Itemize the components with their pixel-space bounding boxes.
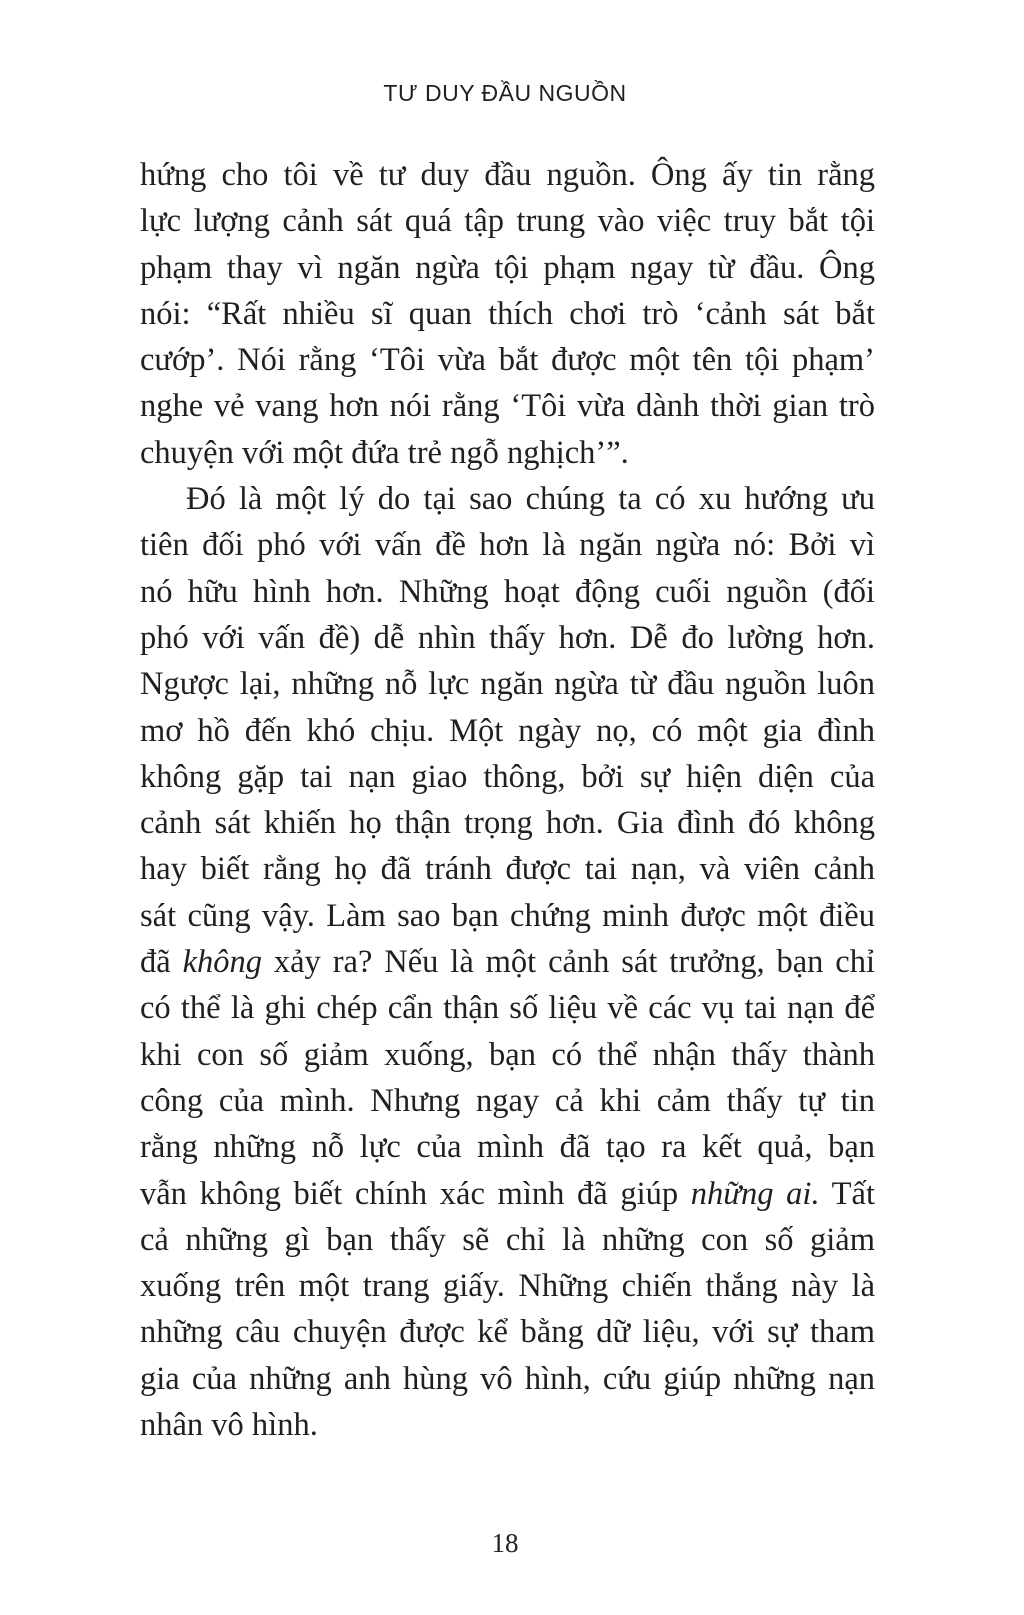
text-line (140, 1402, 875, 1448)
text-segment: vẫn không biết chính xác mình đã giúp (140, 1175, 691, 1212)
text-segment: nghe vẻ vang hơn nói rằng ‘Tôi vừa dành thời gian trò (140, 388, 875, 425)
page-number: 18 (491, 1528, 519, 1558)
text-line (140, 1356, 875, 1402)
text-segment: xuống trên một trang giấy. Những chiến thắng này là (140, 1268, 875, 1305)
text-line (140, 291, 875, 337)
text-segment: sát cũng vậy. Làm sao bạn chứng minh được một điều (140, 897, 875, 934)
text-line (140, 337, 875, 383)
text-segment: công của mình. Nhưng ngay cả khi cảm thấy tự tin (140, 1082, 875, 1119)
text-line (140, 198, 875, 244)
emphasis-text: những ai. (690, 1175, 820, 1212)
text-line (140, 846, 875, 892)
text-segment: khi con số giảm xuống, bạn có thể nhận thấy thành (140, 1036, 875, 1073)
text-line (140, 1171, 875, 1217)
running-header: TƯ DUY ĐẦU NGUỒN (383, 80, 627, 106)
text-segment: đã (140, 944, 183, 981)
text-segment: cả những gì bạn thấy sẽ chỉ là những con số giảm (140, 1221, 875, 1258)
text-segment: nói: “Rất nhiều sĩ quan thích chơi trò ‘cảnh sát bắt (140, 295, 875, 332)
text-segment: có thể là ghi chép cẩn thận số liệu về các vụ tai nạn để (140, 990, 875, 1027)
text-segment: Ngược lại, những nỗ lực ngăn ngừa từ đầu nguồn luôn (140, 666, 875, 703)
text-line (140, 1078, 875, 1124)
text-segment: hay biết rằng họ đã tránh được tai nạn, và viên cảnh (140, 851, 875, 888)
text-segment: cảnh sát khiến họ thận trọng hơn. Gia đình đó không (140, 805, 875, 842)
text-line (140, 939, 875, 985)
text-line (140, 754, 875, 800)
text-segment: phạm thay vì ngăn ngừa tội phạm ngay từ đầu. Ông (140, 249, 875, 286)
text-segment: phó với vấn đề) dễ nhìn thấy hơn. Dễ đo lường hơn. (140, 619, 875, 656)
text-line (140, 152, 875, 198)
emphasis-text: không (182, 944, 262, 981)
text-segment: mơ hồ đến khó chịu. Một ngày nọ, có một gia đình (140, 712, 875, 749)
text-segment: không gặp tai nạn giao thông, bởi sự hiện diện của (140, 758, 875, 795)
text-line (140, 661, 875, 707)
text-line (140, 569, 875, 615)
text-line (140, 1124, 875, 1170)
text-line (140, 708, 875, 754)
text-segment: nhân vô hình. (140, 1407, 318, 1444)
text-segment: rằng những nỗ lực của mình đã tạo ra kết quả, bạn (140, 1129, 875, 1166)
text-segment: Tất (819, 1175, 875, 1212)
text-line (140, 1032, 875, 1078)
text-line (140, 1263, 875, 1309)
text-segment: lực lượng cảnh sát quá tập trung vào việc truy bắt tội (140, 203, 875, 240)
text-segment: tiên đối phó với vấn đề hơn là ngăn ngừa nó: Bởi vì (140, 527, 875, 564)
text-line (140, 245, 875, 291)
text-segment: hứng cho tôi về tư duy đầu nguồn. Ông ấy tin rằng (140, 157, 875, 193)
text-line (140, 615, 875, 661)
text-segment: những câu chuyện được kể bằng dữ liệu, với sự tham (140, 1314, 875, 1351)
text-line (140, 893, 875, 939)
text-line (140, 985, 875, 1031)
text-line (140, 476, 875, 522)
text-segment: cướp’. Nói rằng ‘Tôi vừa bắt được một tên tội phạm’ (140, 342, 875, 379)
text-line (140, 430, 875, 476)
body-text (140, 152, 875, 1448)
text-line (140, 1309, 875, 1355)
text-segment: nó hữu hình hơn. Những hoạt động cuối nguồn (đối (140, 573, 875, 610)
text-segment: xảy ra? Nếu là một cảnh sát trưởng, bạn chỉ (262, 944, 875, 981)
text-line (140, 383, 875, 429)
text-line (140, 800, 875, 846)
text-line (140, 1217, 875, 1263)
text-segment: chuyện với một đứa trẻ ngỗ nghịch’”. (140, 434, 629, 471)
text-segment: Đó là một lý do tại sao chúng ta có xu hướng ưu (186, 481, 875, 518)
text-segment: gia của những anh hùng vô hình, cứu giúp những nạn (140, 1360, 875, 1397)
text-line (140, 522, 875, 568)
